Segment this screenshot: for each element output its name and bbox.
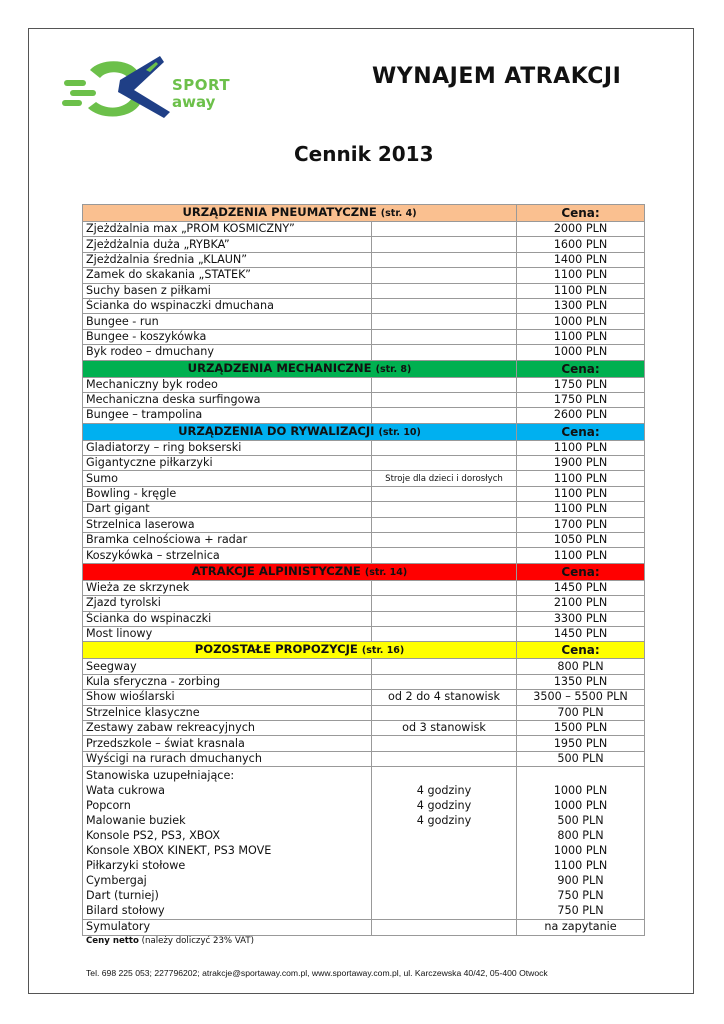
item-name: Zjazd tyrolski xyxy=(83,596,372,611)
table-row xyxy=(83,533,645,548)
table-row xyxy=(83,674,645,689)
item-price: 1100 PLN xyxy=(517,329,645,344)
table-row xyxy=(83,548,645,563)
section-header-row xyxy=(83,360,645,377)
table-row xyxy=(83,471,645,486)
item-name: Bowling - kręgle xyxy=(83,486,372,501)
table-row xyxy=(83,920,645,935)
item-price: 1350 PLN xyxy=(517,674,645,689)
page-subtitle: Cennik 2013 xyxy=(294,142,434,166)
table-row xyxy=(83,596,645,611)
supplementary-item-note xyxy=(372,903,516,918)
supplementary-item-note xyxy=(372,828,516,843)
item-name: Sumo xyxy=(83,471,372,486)
item-name: Symulatory xyxy=(83,920,372,935)
supplementary-heading: Stanowiska uzupełniające: xyxy=(86,769,235,783)
table-row xyxy=(83,736,645,751)
netto-note xyxy=(86,936,254,946)
item-note xyxy=(372,456,517,471)
table-row xyxy=(83,720,645,735)
table-row xyxy=(83,456,645,471)
supplementary-item-price: 750 PLN xyxy=(557,889,604,903)
section-page-ref: (str. 10) xyxy=(378,426,421,438)
table-row xyxy=(83,611,645,626)
item-name: Ścianka do wspinaczki xyxy=(83,611,372,626)
item-note xyxy=(372,222,517,237)
supplementary-names xyxy=(83,767,372,920)
item-name: Most linowy xyxy=(83,626,372,641)
item-note xyxy=(372,252,517,267)
item-name: Strzelnica laserowa xyxy=(83,517,372,532)
supplementary-item-note: 4 godziny xyxy=(416,814,472,828)
item-name: Przedszkole – świat krasnala xyxy=(83,736,372,751)
item-price: 2000 PLN xyxy=(517,222,645,237)
item-price: 1000 PLN xyxy=(517,345,645,360)
item-price: 500 PLN xyxy=(517,751,645,766)
supplementary-item-price: 500 PLN xyxy=(557,814,604,828)
item-name: Seegway xyxy=(83,659,372,674)
item-name: Kula sferyczna - zorbing xyxy=(83,674,372,689)
supplementary-item-name: Bilard stołowy xyxy=(86,904,165,918)
section-page-ref: (str. 16) xyxy=(361,645,405,657)
section-page-ref: (str. 4) xyxy=(380,208,417,219)
table-row xyxy=(83,440,645,455)
item-price: 700 PLN xyxy=(517,705,645,720)
item-note: od 3 stanowisk xyxy=(372,720,517,735)
item-note xyxy=(372,596,517,611)
supplementary-item-note xyxy=(372,873,516,888)
table-row xyxy=(83,486,645,501)
section-price-header: Cena: xyxy=(517,205,645,222)
item-note xyxy=(372,298,517,313)
netto-rest: (należy doliczyć 23% VAT) xyxy=(138,936,254,946)
item-name: Dart gigant xyxy=(83,502,372,517)
section-title-text: POZOSTAŁE PROPOZYCJE xyxy=(194,642,358,657)
supplementary-item-note: 4 godziny xyxy=(416,784,472,798)
supplementary-item-note xyxy=(372,843,516,858)
item-price: 3300 PLN xyxy=(517,611,645,626)
item-price: 1300 PLN xyxy=(517,298,645,313)
price-table xyxy=(82,204,645,936)
item-name: Ścianka do wspinaczki dmuchana xyxy=(83,298,372,313)
section-title-text: URZĄDZENIA DO RYWALIZACJI xyxy=(178,423,375,438)
supplementary-item-price: 1100 PLN xyxy=(553,859,608,873)
item-note xyxy=(372,329,517,344)
table-row xyxy=(83,268,645,283)
item-name: Bramka celnościowa + radar xyxy=(83,533,372,548)
table-row xyxy=(83,408,645,423)
spacer xyxy=(372,768,516,783)
item-note xyxy=(372,736,517,751)
section-page-ref: (str. 14) xyxy=(364,566,408,578)
table-row xyxy=(83,252,645,267)
table-row xyxy=(83,502,645,517)
supplementary-item-name: Piłkarzyki stołowe xyxy=(86,859,186,873)
logo-text-away: away xyxy=(172,93,216,111)
table-row xyxy=(83,626,645,641)
item-price: 1100 PLN xyxy=(517,502,645,517)
supplementary-item-price: 1000 PLN xyxy=(553,799,608,813)
item-name: Byk rodeo – dmuchany xyxy=(83,345,372,360)
supplementary-item-note: 4 godziny xyxy=(416,799,472,813)
item-name: Mechaniczny byk rodeo xyxy=(83,377,372,392)
item-price: 1100 PLN xyxy=(517,268,645,283)
supplementary-item-name: Popcorn xyxy=(86,799,131,813)
item-note xyxy=(372,440,517,455)
item-note: Stroje dla dzieci i dorosłych xyxy=(372,471,517,486)
item-note xyxy=(372,314,517,329)
logo-text-sport: SPORT xyxy=(172,76,231,94)
table-row xyxy=(83,517,645,532)
table-row xyxy=(83,659,645,674)
supplementary-item-price: 750 PLN xyxy=(557,904,604,918)
item-note xyxy=(372,408,517,423)
supplementary-item-price: 1000 PLN xyxy=(553,844,608,858)
supplementary-item-price: 900 PLN xyxy=(557,874,604,888)
item-name: Zestawy zabaw rekreacyjnych xyxy=(83,720,372,735)
item-note xyxy=(372,626,517,641)
supplementary-item-name: Wata cukrowa xyxy=(86,784,165,798)
item-name: Zjeżdżalnia średnia „KLAUN” xyxy=(83,252,372,267)
item-note xyxy=(372,345,517,360)
item-note: od 2 do 4 stanowisk xyxy=(372,690,517,705)
item-note xyxy=(372,533,517,548)
item-price: 1100 PLN xyxy=(517,283,645,298)
item-price: 1100 PLN xyxy=(517,471,645,486)
supplementary-item-name: Dart (turniej) xyxy=(86,889,159,903)
item-price: 2100 PLN xyxy=(517,596,645,611)
section-title xyxy=(83,423,517,440)
table-row xyxy=(83,377,645,392)
spacer xyxy=(517,768,644,783)
table-row xyxy=(83,222,645,237)
item-price: 2600 PLN xyxy=(517,408,645,423)
item-price: 1100 PLN xyxy=(517,548,645,563)
item-price: 1500 PLN xyxy=(517,720,645,735)
supplementary-row xyxy=(83,767,645,920)
item-name: Gladiatorzy – ring bokserski xyxy=(83,440,372,455)
footer-contact: Tel. 698 225 053; 227796202; atrakcje@sportaway.com.pl, www.sportaway.com.pl, ul. Karczewska 40/42, 05-400 Otwock xyxy=(86,968,548,978)
table-row xyxy=(83,283,645,298)
supplementary-prices xyxy=(517,767,645,920)
item-name: Koszykówka – strzelnica xyxy=(83,548,372,563)
item-name: Bungee - koszykówka xyxy=(83,329,372,344)
table-row xyxy=(83,392,645,407)
table-row xyxy=(83,751,645,766)
item-name: Suchy basen z piłkami xyxy=(83,283,372,298)
item-price: 800 PLN xyxy=(517,659,645,674)
item-price: 1400 PLN xyxy=(517,252,645,267)
item-price: 1750 PLN xyxy=(517,392,645,407)
item-price: 1100 PLN xyxy=(517,440,645,455)
page-title: WYNAJEM ATRAKCJI xyxy=(372,64,622,89)
section-title xyxy=(83,642,517,659)
item-note xyxy=(372,548,517,563)
section-price-header: Cena: xyxy=(517,360,645,377)
item-price: 1450 PLN xyxy=(517,626,645,641)
item-note xyxy=(372,392,517,407)
item-price: 1100 PLN xyxy=(517,486,645,501)
section-header-row xyxy=(83,563,645,580)
supplementary-item-name: Konsole XBOX KINEKT, PS3 MOVE xyxy=(86,844,272,858)
item-name: Mechaniczna deska surfingowa xyxy=(83,392,372,407)
item-price: 1600 PLN xyxy=(517,237,645,252)
supplementary-item-name: Malowanie buziek xyxy=(86,814,186,828)
section-price-header: Cena: xyxy=(517,642,645,659)
section-header-row xyxy=(83,423,645,440)
item-price: 1950 PLN xyxy=(517,736,645,751)
item-price: na zapytanie xyxy=(517,920,645,935)
item-price: 1450 PLN xyxy=(517,580,645,595)
section-price-header: Cena: xyxy=(517,423,645,440)
item-note xyxy=(372,611,517,626)
section-title-text: URZĄDZENIA MECHANICZNE xyxy=(187,360,372,375)
supplementary-item-note xyxy=(372,888,516,903)
table-row xyxy=(83,298,645,313)
item-name: Zjeżdżalnia max „PROM KOSMICZNY” xyxy=(83,222,372,237)
section-header-row xyxy=(83,205,645,222)
section-title xyxy=(83,360,517,377)
supplementary-notes xyxy=(372,767,517,920)
item-name: Strzelnice klasyczne xyxy=(83,705,372,720)
supplementary-item-name: Cymbergaj xyxy=(86,874,147,888)
item-name: Gigantyczne piłkarzyki xyxy=(83,456,372,471)
section-page-ref: (str. 8) xyxy=(375,363,412,375)
item-price: 1050 PLN xyxy=(517,533,645,548)
section-title xyxy=(83,563,517,580)
item-note xyxy=(372,517,517,532)
item-note xyxy=(372,659,517,674)
item-note xyxy=(372,268,517,283)
item-name: Wieża ze skrzynek xyxy=(83,580,372,595)
item-note xyxy=(372,705,517,720)
item-note xyxy=(372,283,517,298)
item-name: Bungee – trampolina xyxy=(83,408,372,423)
table-row xyxy=(83,345,645,360)
supplementary-item-note xyxy=(372,858,516,873)
item-name: Bungee - run xyxy=(83,314,372,329)
item-price: 1750 PLN xyxy=(517,377,645,392)
section-title-text: URZĄDZENIA PNEUMATYCZNE xyxy=(182,205,377,219)
table-row xyxy=(83,705,645,720)
item-price: 3500 – 5500 PLN xyxy=(517,690,645,705)
table-row xyxy=(83,580,645,595)
item-note xyxy=(372,580,517,595)
item-note xyxy=(372,920,517,935)
section-title-text: ATRAKCJE ALPINISTYCZNE xyxy=(191,563,361,578)
item-price: 1700 PLN xyxy=(517,517,645,532)
item-note xyxy=(372,751,517,766)
table-row xyxy=(83,314,645,329)
supplementary-item-name: Konsole PS2, PS3, XBOX xyxy=(86,829,220,843)
item-name: Wyścigi na rurach dmuchanych xyxy=(83,751,372,766)
section-title xyxy=(83,205,517,222)
supplementary-item-price: 1000 PLN xyxy=(553,784,608,798)
section-price-header: Cena: xyxy=(517,563,645,580)
item-name: Zjeżdżalnia duża „RYBKA” xyxy=(83,237,372,252)
section-header-row xyxy=(83,642,645,659)
item-note xyxy=(372,674,517,689)
item-price: 1000 PLN xyxy=(517,314,645,329)
item-name: Show wioślarski xyxy=(83,690,372,705)
item-name: Zamek do skakania „STATEK” xyxy=(83,268,372,283)
item-note xyxy=(372,502,517,517)
item-price: 1900 PLN xyxy=(517,456,645,471)
table-row xyxy=(83,329,645,344)
item-note xyxy=(372,237,517,252)
table-row xyxy=(83,237,645,252)
item-note xyxy=(372,486,517,501)
table-row xyxy=(83,690,645,705)
item-note xyxy=(372,377,517,392)
supplementary-item-price: 800 PLN xyxy=(557,829,604,843)
netto-bold: Ceny netto xyxy=(86,936,139,946)
